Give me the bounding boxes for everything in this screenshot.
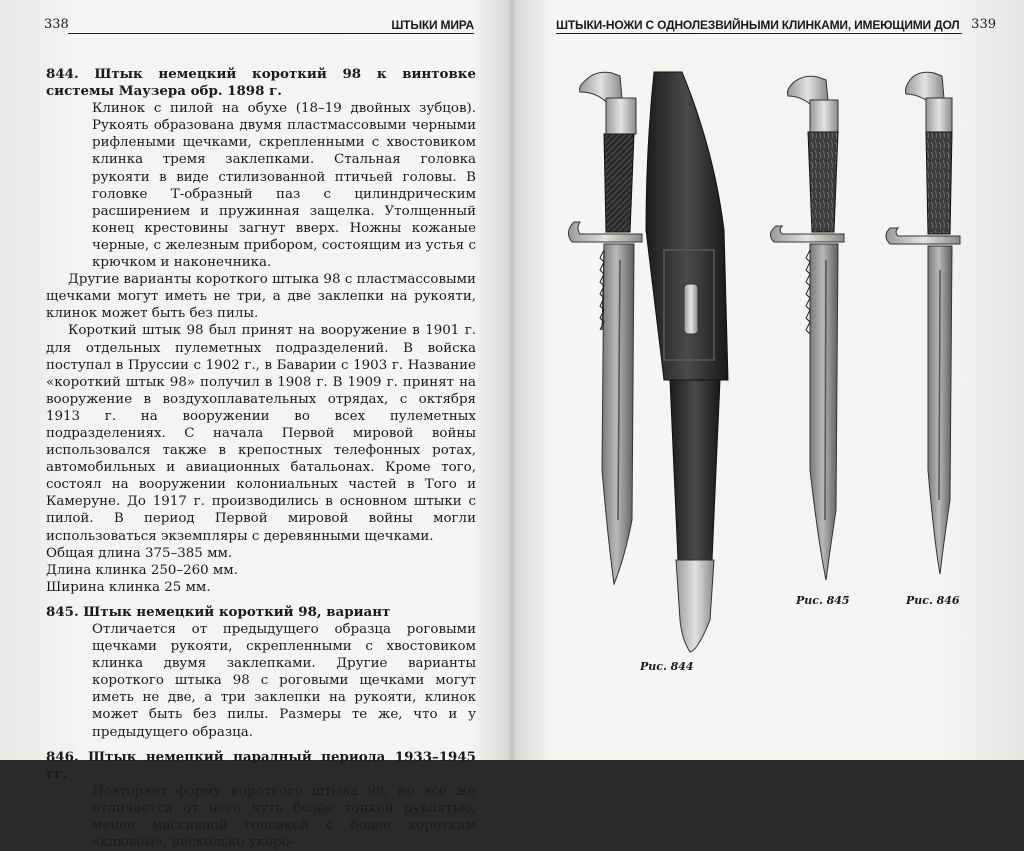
entry-844-spec-total-length: Общая длина 375–385 мм.: [46, 545, 233, 561]
entry-844-description: Клинок с пилой на обухе (18–19 двойных зубцов). Рукоять образована двумя пластмассовыми черными рифлеными щечками, скрепленными с хвостовиком клинка тремя заклепками. Стальная головка рукояти в виде стилизованной птичьей головы. В головке Т-образный паз с цилиндрическим расширением и пружинная защелка. Утолщенный конец крестовины загнут вверх. Ножны кожаные черные, с железным прибором, состоящим из устья с крючком и наконечника.: [92, 101, 476, 271]
entry-846-description: Повторяет форму короткого штыка 98, но все же отличается от него чуть более тонкой рукоятью, менее массивной головкой с более коротким «клювом», несколько укоро-: [92, 783, 476, 851]
entry-846-number: 846.: [46, 748, 79, 765]
entry-844-number: 844.: [46, 66, 79, 82]
right-page: [514, 0, 1024, 760]
left-running-title: ШТЫКИ МИРА: [391, 18, 474, 32]
entry-845-number: 845.: [46, 603, 79, 620]
entry-844-title: Штык немецкий короткий 98 к винтовке системы Маузера обр. 1898 г.: [46, 66, 476, 100]
right-running-title: ШТЫКИ-НОЖИ С ОДНОЛЕЗВИЙНЫМИ КЛИНКАМИ, ИМЕЮЩИМИ ДОЛ: [556, 18, 960, 32]
entry-846-title: Штык немецкий парадный периода 1933–1945 гг.: [46, 748, 476, 782]
entry-844-spec-blade-length: Длина клинка 250–260 мм.: [46, 562, 238, 578]
figure-846-bayonet: [886, 72, 960, 574]
caption-fig-844: Рис. 844: [640, 660, 694, 673]
entry-844-paragraph-2: Короткий штык 98 был принят на вооружение в 1901 г. для отдельных пулеметных подразделений. В войска поступал в Пруссии с 1902 г., в Баварии с 1903 г. Название «короткий штык 98» получил в 1908 г. В 1909 г. принят на вооружение в воздухоплавательных отрядах, с октября 1913 г. на вооружении во всех пулеметных подразделениях. С начала Первой мировой войны использовался также в крепостных телефонных ротах, автомобильных и авиационных батальонах. Кроме того, состоял на вооружении колониальных частей в Того и Камеруне. До 1917 г. производились в основном штыки с пилой. В период Первой мировой войны могли использоваться экземпляры с деревянными щечками.: [46, 323, 476, 544]
entry-845-description: Отличается от предыдущего образца роговыми щечками рукояти, скрепленными с хвостовиком клинка двумя заклепками. Другие варианты короткого штыка 98 с роговыми щечками могут иметь не две, а три заклепки на рукояти, клинок может быть без пилы. Размеры те же, что и у предыдущего образца.: [92, 622, 476, 740]
figure-844-scabbard: [646, 72, 728, 652]
caption-fig-845: Рис. 845: [796, 594, 850, 607]
left-page: [0, 0, 510, 851]
right-page-number: 339: [971, 17, 996, 32]
entry-844-heading: [46, 66, 476, 100]
left-running-head: [44, 17, 474, 35]
left-header-rule: [68, 33, 474, 34]
figure-844-bayonet: [568, 72, 642, 584]
figure-845-bayonet: [770, 76, 844, 580]
left-page-text: [46, 66, 476, 851]
bayonet-figures: [514, 0, 1024, 760]
entry-846-heading: [46, 749, 476, 783]
entry-844-spec-blade-width: Ширина клинка 25 мм.: [46, 579, 211, 595]
left-page-number: 338: [44, 17, 69, 32]
entry-844-paragraph-1: Другие варианты короткого штыка 98 с пластмассовыми щечками могут иметь не три, а две заклепки на рукояти, клинок может быть без пилы.: [46, 272, 476, 322]
entry-845-title: Штык немецкий короткий 98, вариант: [83, 603, 391, 620]
caption-fig-846: Рис. 846: [906, 594, 960, 607]
entry-845-heading: [46, 604, 476, 621]
